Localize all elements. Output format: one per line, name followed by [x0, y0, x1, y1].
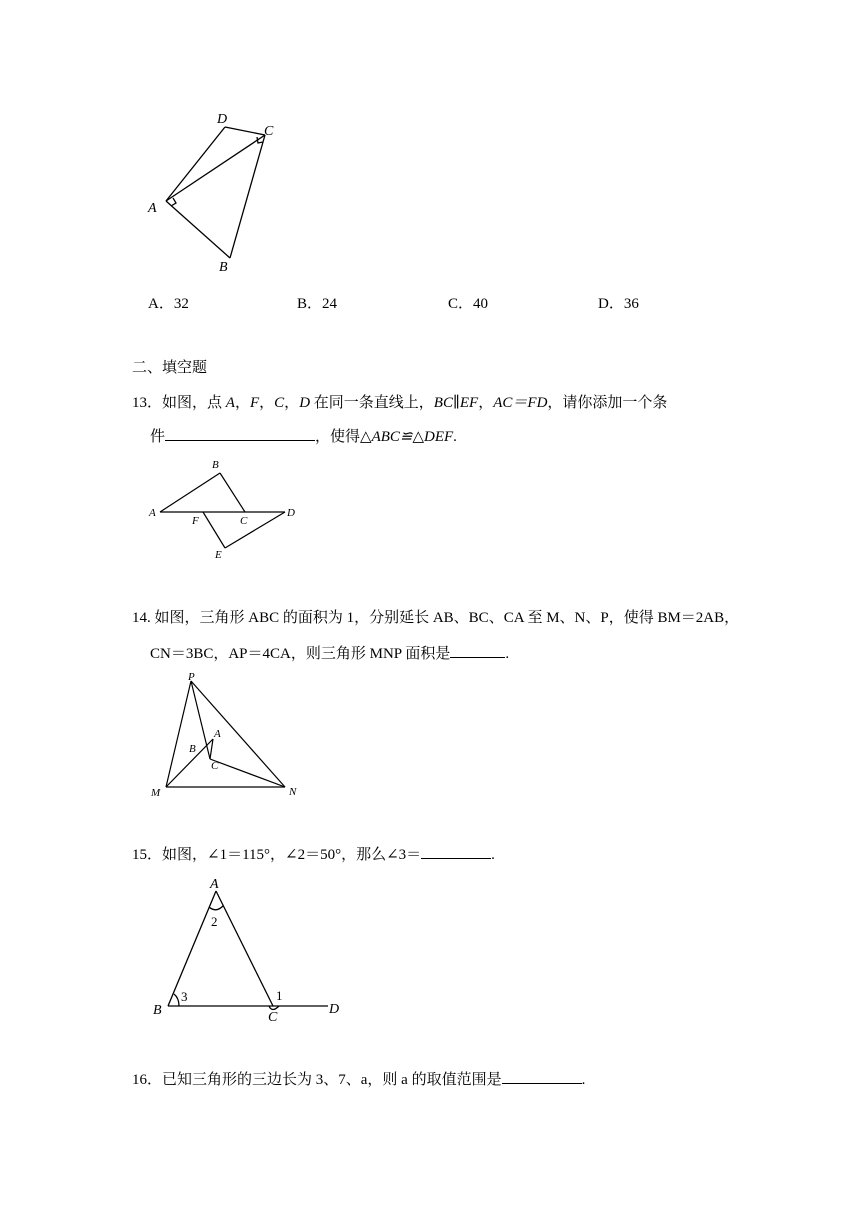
q13-label-e: E — [215, 549, 222, 561]
q14-label-p: P — [188, 671, 195, 683]
q13-line1: 13．如图，点 A，F，C，D 在同一条直线上，BC∥EF，AC＝FD，请你添加一个条 — [132, 395, 668, 411]
q12-choice-b: B．24 — [297, 296, 338, 312]
q12-quadrilateral-figure — [140, 105, 290, 280]
q15-label-2: 2 — [211, 914, 218, 929]
q15-label-a: A — [210, 877, 219, 892]
q14-label-m: M — [151, 787, 161, 799]
q13-label-c: C — [240, 515, 248, 527]
q15-label-b: B — [153, 1003, 162, 1018]
q14-triangle-figure — [145, 668, 310, 803]
q14-line1: 14. 如图，三角形 ABC 的面积为 1，分别延长 AB、BC、CA 至 M、N、P，使得 BM＝2AB， — [132, 610, 740, 626]
q12-choice-c: C．40 — [448, 296, 489, 312]
q15-answer-blank[interactable] — [421, 843, 491, 859]
q16-line: 16．已知三角形的三边长为 3、7、a，则 a 的取值范围是 . — [132, 1068, 585, 1090]
q15-label-d: D — [329, 1002, 340, 1017]
q12-label-c: C — [264, 124, 274, 139]
q12-label-a: A — [148, 201, 157, 216]
q13-line2: 件 ，使得△ABC≌△DEF. — [150, 425, 457, 447]
section-title: 二、填空题 — [132, 360, 208, 376]
q15-triangle-figure — [148, 874, 358, 1024]
q12-choice-a: A．32 — [148, 296, 189, 312]
q15-label-3: 3 — [181, 989, 188, 1004]
q15-line: 15．如图，∠1＝115°，∠2＝50°，那么∠3＝ . — [132, 843, 495, 865]
q13-label-b: B — [212, 459, 219, 471]
q12-choice-d: D．36 — [598, 296, 639, 312]
q14-label-n: N — [289, 786, 297, 798]
q13-label-d: D — [287, 507, 295, 519]
q13-label-a: A — [149, 507, 156, 519]
q14-label-b: B — [189, 743, 196, 755]
q12-label-d: D — [217, 112, 228, 127]
q15-label-c: C — [268, 1010, 278, 1024]
q14-label-a: A — [214, 728, 221, 740]
q16-answer-blank[interactable] — [502, 1068, 582, 1084]
q12-label-b: B — [219, 260, 228, 275]
q14-label-c: C — [211, 760, 219, 772]
q13-answer-blank[interactable] — [165, 425, 315, 441]
q13-triangles-figure — [140, 455, 315, 565]
q14-line2: CN＝3BC，AP＝4CA，则三角形 MNP 面积是 . — [150, 642, 509, 664]
q13-label-f: F — [192, 515, 199, 527]
q15-label-1: 1 — [276, 988, 283, 1003]
q14-answer-blank[interactable] — [450, 642, 505, 658]
